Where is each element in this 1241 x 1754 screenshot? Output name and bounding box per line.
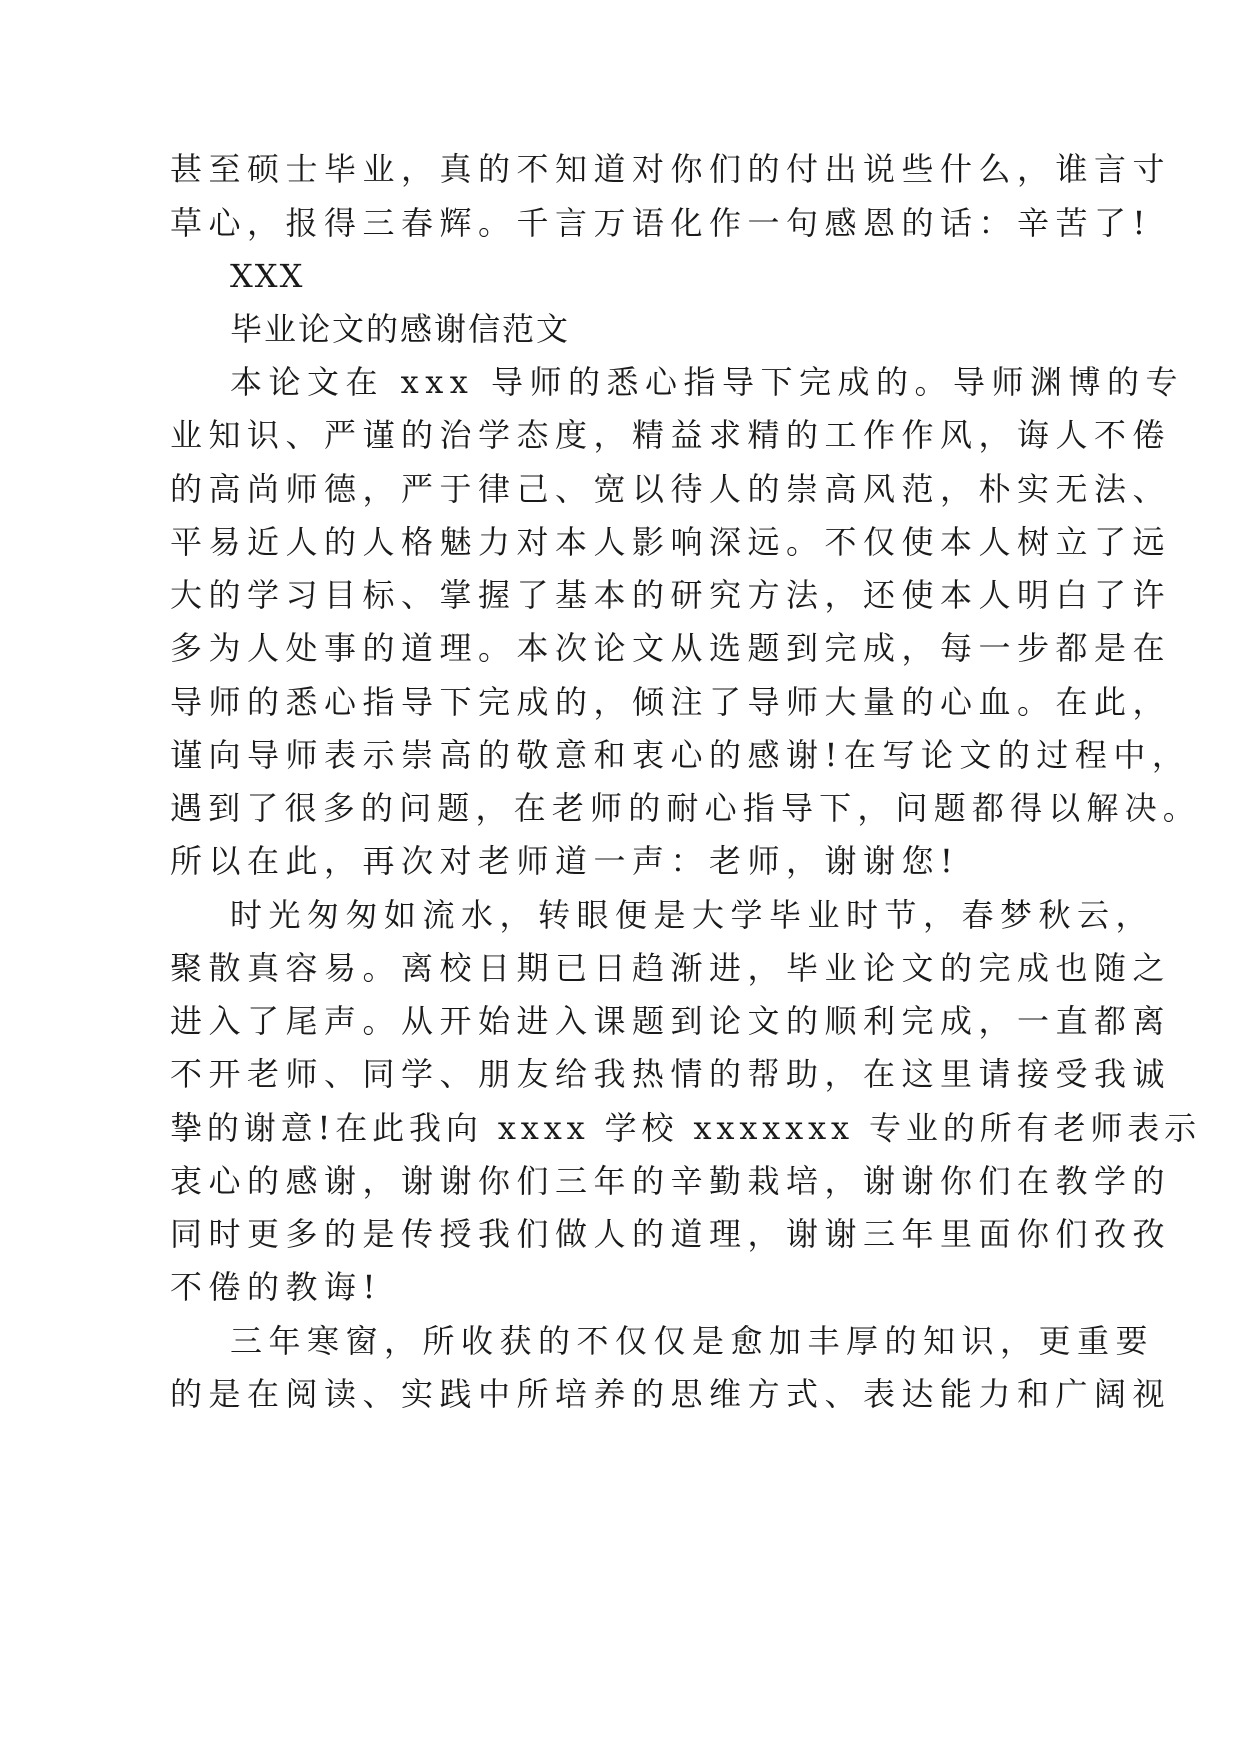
- text-line: 甚至硕士毕业，真的不知道对你们的付出说些什么，谁言寸: [170, 150, 1172, 188]
- signature-line: XXX: [230, 257, 305, 295]
- text-line: 同时更多的是传授我们做人的道理，谢谢三年里面你们孜孜: [170, 1215, 1172, 1253]
- text-line: 不倦的教诲!: [170, 1268, 382, 1306]
- text-line: 多为人处事的道理。本次论文从选题到完成，每一步都是在: [170, 629, 1172, 667]
- text-line: 谨向导师表示崇高的敬意和衷心的感谢!在写论文的过程中，: [170, 736, 1191, 774]
- text-line: 导师的悉心指导下完成的，倾注了导师大量的心血。在此，: [170, 683, 1172, 721]
- text-line: 草心，报得三春辉。千言万语化作一句感恩的话：辛苦了!: [170, 204, 1152, 242]
- text-line: 业知识、严谨的治学态度，精益求精的工作作风，诲人不倦: [170, 416, 1172, 454]
- text-line: 不开老师、同学、朋友给我热情的帮助，在这里请接受我诚: [170, 1055, 1172, 1093]
- section-title: 毕业论文的感谢信范文: [230, 310, 571, 348]
- text-line: 进入了尾声。从开始进入课题到论文的顺利完成，一直都离: [170, 1002, 1172, 1040]
- text-line: 本论文在 xxx 导师的悉心指导下完成的。导师渊博的专: [230, 363, 1184, 401]
- text-line: 所以在此，再次对老师道一声：老师，谢谢您!: [170, 842, 960, 880]
- text-line: 聚散真容易。离校日期已日趋渐进，毕业论文的完成也随之: [170, 949, 1172, 987]
- text-line: 三年寒窗，所收获的不仅仅是愈加丰厚的知识，更重要: [230, 1322, 1155, 1360]
- text-line: 时光匆匆如流水，转眼便是大学毕业时节，春梦秋云，: [230, 896, 1155, 934]
- text-line: 衷心的感谢，谢谢你们三年的辛勤栽培，谢谢你们在教学的: [170, 1162, 1172, 1200]
- text-line: 平易近人的人格魅力对本人影响深远。不仅使本人树立了远: [170, 523, 1172, 561]
- text-line: 的是在阅读、实践中所培养的思维方式、表达能力和广阔视: [170, 1375, 1172, 1413]
- text-line: 大的学习目标、掌握了基本的研究方法，还使本人明白了许: [170, 576, 1172, 614]
- text-line: 挚的谢意!在此我向 xxxx 学校 xxxxxxx 专业的所有老师表示: [170, 1109, 1201, 1147]
- text-line: 遇到了很多的问题，在老师的耐心指导下，问题都得以解决。: [170, 789, 1201, 827]
- text-line: 的高尚师德，严于律己、宽以待人的崇高风范，朴实无法、: [170, 470, 1172, 508]
